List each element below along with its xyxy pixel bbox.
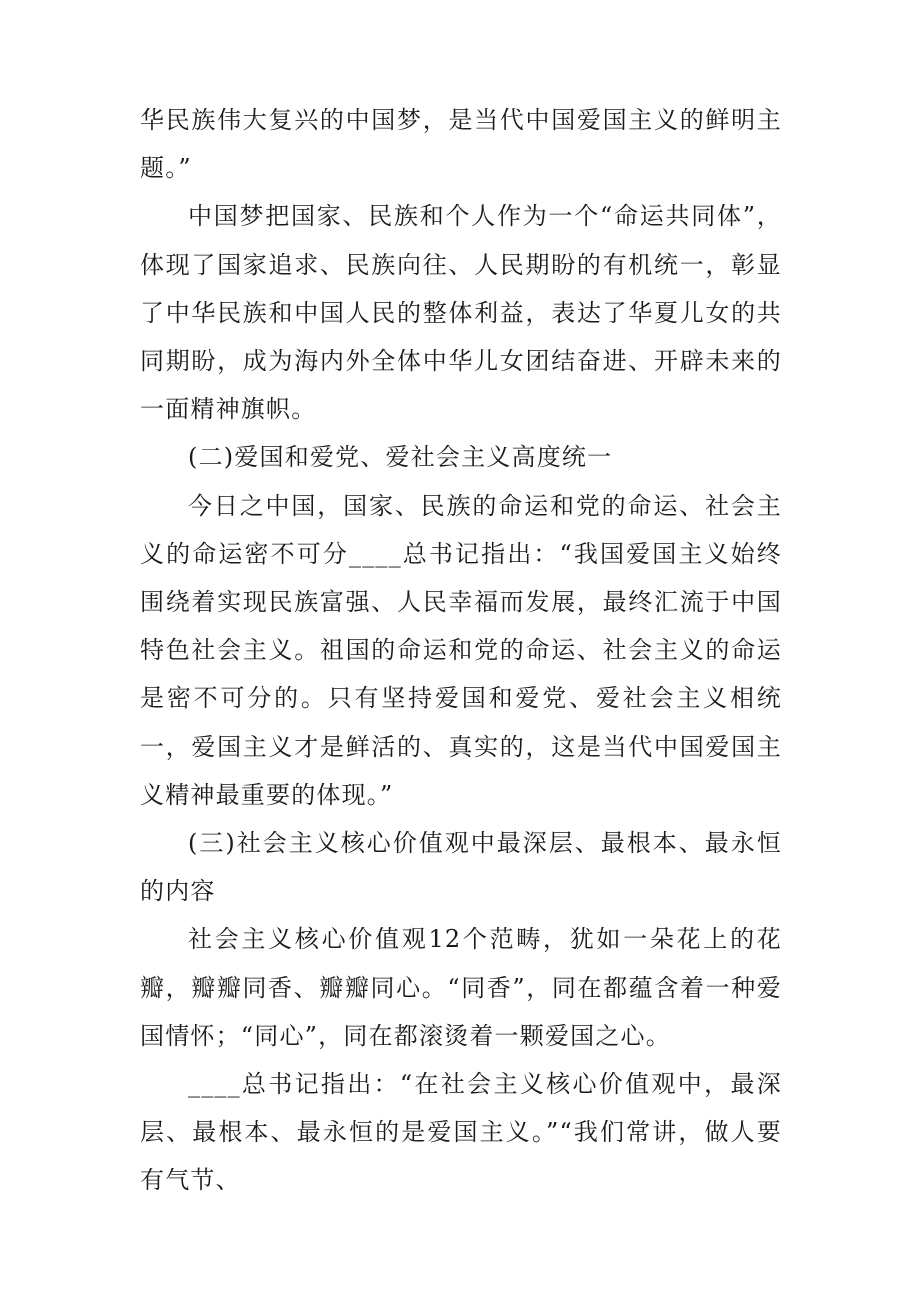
document-body	[140, 96, 782, 1205]
paragraph-core-values: 社会主义核心价值观12个范畴，犹如一朵花上的花瓣，瓣瓣同香、瓣瓣同心。“同香”，同在都蕴含着一种爱国情怀；“同心”，同在都滚烫着一颗爱国之心。	[140, 925, 782, 1050]
paragraph-party-socialism: 今日之中国，国家、民族的命运和党的命运、社会主义的命运密不可分____总书记指出：“我国爱国主义始终围绕着实现民族富强、人民幸福而发展，最终汇流于中国特色社会主义。祖国的命运和党的命运、社会主义的命运是密不可分的。只有坚持爱国和爱党、爱社会主义相统一，爱国主义才是鲜活的、真实的，这是当代中国爱国主义精神最重要的体现。”	[140, 491, 782, 809]
paragraph-continuation: 华民族伟大复兴的中国梦，是当代中国爱国主义的鲜明主题。”	[140, 106, 782, 183]
section-heading-two: (二)爱国和爱党、爱社会主义高度统一	[188, 443, 613, 472]
paragraph-quote-patriotism: ____总书记指出：“在社会主义核心价值观中，最深层、最根本、最永恒的是爱国主义。”“我们常讲，做人要有气节、	[140, 1070, 782, 1195]
paragraph-chinese-dream: 中国梦把国家、民族和个人作为一个“命运共同体”，体现了国家追求、民族向往、人民期盼的有机统一，彰显了中华民族和中国人民的整体利益，表达了华夏儿女的共同期盼，成为海内外全体中华儿女团结奋进、开辟未来的一面精神旗帜。	[140, 202, 782, 424]
section-heading-three: (三)社会主义核心价值观中最深层、最根本、最永恒的内容	[140, 829, 782, 906]
